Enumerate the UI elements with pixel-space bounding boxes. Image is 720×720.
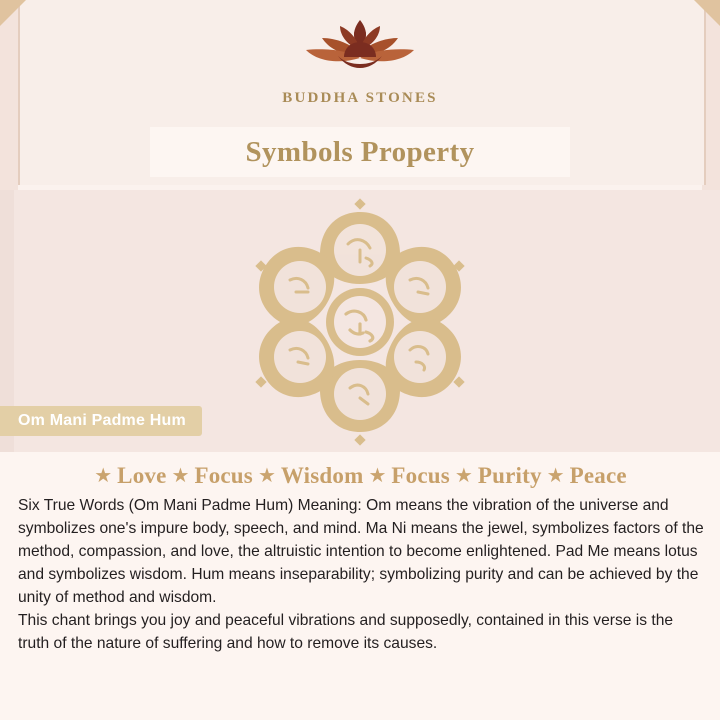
- description-paragraph-1: Six True Words (Om Mani Padme Hum) Meaning: Om means the vibration of the universe and symbolizes one's impure body, speech, and mind. Ma Ni means the jewel, symbolizes factors of the method, compassion, and love, the altruistic intention to become enlightened. Pad Me means lotus and symbolizes wisdom. Hum means inseparability; symbolizing purity and can be achieved by the unity of method and wisdom.: [18, 497, 704, 606]
- keyword-purity: Purity: [477, 463, 542, 488]
- keyword-love: Love: [117, 463, 167, 488]
- star-icon: ★: [546, 465, 565, 487]
- star-icon: ★: [368, 465, 387, 487]
- page-title: [150, 127, 570, 177]
- keyword-focus-1: Focus: [194, 463, 253, 488]
- keyword-peace: Peace: [569, 463, 627, 488]
- brand-logo: [0, 16, 720, 107]
- om-mani-padme-hum-mandala-icon: [234, 198, 486, 446]
- lotus-meditation-icon: [280, 16, 440, 86]
- description-text: [0, 489, 720, 656]
- description-paragraph-2: This chant brings you joy and peaceful vibrations and supposedly, contained in this verse is the truth of the nature of suffering and how to remove its causes.: [18, 612, 674, 653]
- star-icon: ★: [171, 465, 190, 487]
- star-icon: ★: [257, 465, 276, 487]
- mandala-name-tag: [0, 406, 202, 436]
- mandala-name-tag-label: Om Mani Padme Hum: [18, 412, 186, 429]
- keyword-row: [0, 452, 720, 489]
- brand-name: BUDDHA STONES: [282, 90, 438, 106]
- star-icon: ★: [94, 465, 113, 487]
- star-icon: ★: [454, 465, 473, 487]
- keyword-focus-2: Focus: [391, 463, 450, 488]
- header-band: [0, 0, 720, 190]
- page-title-text: Symbols Property: [245, 135, 475, 168]
- description-panel: [0, 452, 720, 720]
- keyword-wisdom: Wisdom: [280, 463, 364, 488]
